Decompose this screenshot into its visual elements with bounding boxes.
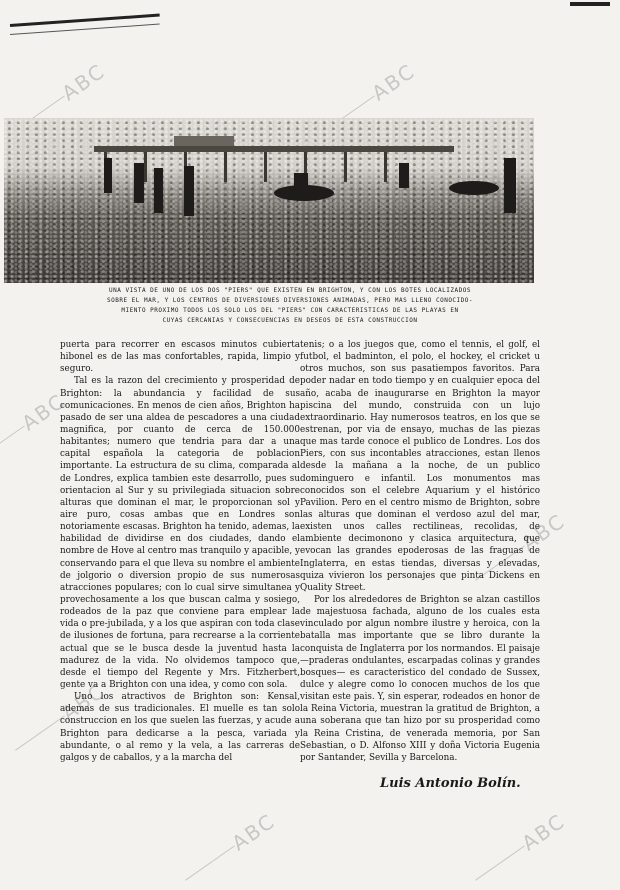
caption-line: SOBRE EL MAR, Y LOS CENTROS DE DIVERSIONES DIVERSIONES ANIMADAS, PERO MAS LLENO CONOCIDO-: [107, 297, 473, 304]
paragraph: Tal es la razon del crecimiento y prosperidad de Brighton: la abundancia y facilidad de sus comunicaciones. En menos de cien años, Brighton ha pasado de ser una aldea de pescadores a una ciudad magnifica, por cuanto de cerca de 150.000 habitantes; numero que tendria para dar a una capital española la categoria de poblacion importante. La estructura de su clima, comparada al de Londres, explica tambien este desarrollo, pues su orientacion al Sur y su privilegiada situacion sobre alturas que dominan el mar, le proporcionan sol y aire puro, cosas ambas que en Londres son notoriamente escasas. Brighton ha tenido, ademas, la habilidad de dividirse en dos ciudades, dando el nombre de Hove al centro mas tranquilo y apacible, y conservando para el que lleva su nombre el ambiente de jolgorio o diversion propio de sus numerosas atracciones populares; con lo cual sirve simultanea y provechosamente a los que buscan calma y sosiego, rodeados de la paz que conviene para emplear la vida o pre-jubilada, y a los que aspiran con toda clase de ilusiones de fortuna, para recrearse a la corriente actual que se le busca desde la juventud hasta la madurez de la vida. No olvidemos tampoco que, desde el tiempo del Regente y Mrs. Fitzherbert, gente va a Brighton con una idea, y como con sola.: [60, 376, 300, 690]
caption-line: MIENTO PROXIMO TODOS LOS SOLO LOS DEL "PIERS" CON CARACTERISTICAS DE LAS PLAYAS EN: [121, 307, 459, 314]
author-signature: Luis Antonio Bolín.: [380, 776, 521, 791]
watermark: ABC: [367, 58, 420, 106]
paragraph: tenis; o a los juegos que, como el tennis, el golf, el futbol, el badminton, el polo, el hockey, el cricket u otros muchos, son sus pasatiempos favoritos. Para poder nadar en todo tiempo y en cualquier epoca del año, acaba de inaugurarse en Brighton la mayor piscina del mundo, construida con un lujo extraordinario. Hay numerosos teatros, en los que se estrenan, por via de ensayo, muchas de las piezas que mas tarde conoce el publico de Londres. Los dos Piers, con sus incontables atracciones, estan llenos desde la mañana a la noche, de un publico dominguero e infantil. Los monumentos mas conocidos son el celebre Aquarium y el histórico Pavilion. Pero en el centro mismo de Brighton, sobre las alturas que dominan el verdoso azul del mar, existen unos calles rectilineas, recolidas, de ambiente decimonono y clasica arquitectura, que evocan las grandes epoderosas de las fraguas de Inglaterra, en estas tiendas, diversas y elevadas, quiza vivieron los personajes que pinta Dickens en Quality Street.: [300, 340, 540, 593]
watermark: ABC: [57, 58, 110, 106]
paragraph: Uno los atractivos de Brighton son: Kensal, ademas de sus tradicionales. El muelle es tan solo construccion en los que suelen las fuerzas, y acude a Brighton para dedicarse a la pesca, variada y abundante, o al remo y la vela, a las carreras de galgos y de caballos, y a la marcha del: [60, 692, 300, 763]
caption-line: CUYAS CERCANIAS Y CONSECUENCIAS EN DESEOS DE ESTA CONSTRUCCION: [162, 317, 418, 324]
watermark: ABC: [17, 388, 70, 436]
corner-mark: [570, 2, 610, 6]
paragraph: Por los alrededores de Brighton se alzan castillos de majestuosa fachada, alguno de los cuales esta vinculado por algun nombre ilustre y heroica, con la batalla mas importante que se libro durante la conquista de Inglaterra por los normandos. El paisaje —praderas ondulantes, escarpadas colinas y grandes bosques— es caracteristico del condado de Sussex, dulce y alegre como lo conocen muchos de los que visitan este pais. Y, sin esperar, rodeados en honor de la Reina Victoria, muestran la gratitud de Brighton, a una soberana que tan hizo por su prosperidad como la Reina Cristina, de venerada memoria, por San Sebastian, o D. Alfonso XIII y doña Victoria Eugenia por Santander, Sevilla y Barcelona.: [300, 594, 540, 763]
beach-pier-photo: [4, 118, 534, 283]
caption-line: UNA VISTA DE UNO DE LOS DOS "PIERS" QUE EXISTEN EN BRIGHTON, Y CON LOS BOTES LOCALIZADOS: [109, 287, 471, 294]
article-column-right: [300, 339, 540, 764]
photo-caption: [60, 286, 520, 326]
beach-pier-photo-icon: [4, 118, 534, 283]
watermark: ABC: [517, 808, 570, 856]
article-column-left: [60, 339, 300, 764]
watermark: ABC: [517, 508, 570, 556]
watermark: ABC: [227, 808, 280, 856]
paragraph: puerta para recorrer en escasos minutos cubierta hibonel es de las mas confortables, rapida, limpio y seguro.: [60, 340, 300, 375]
watermark: ABC: [57, 678, 110, 726]
